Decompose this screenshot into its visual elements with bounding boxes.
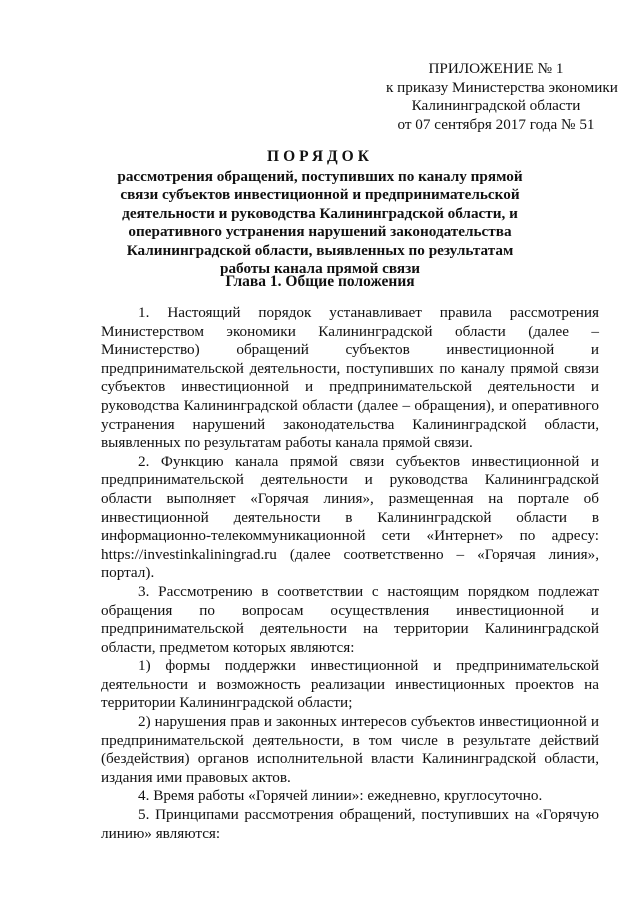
paragraph-5: 5. Принципами рассмотрения обращений, поступивших на «Горячую линию» являются: [101,806,599,842]
appendix-date: от 07 сентября 2017 года № 51 [397,115,595,133]
paragraph-4: 4. Время работы «Горячей линии»: ежедневно, круглосуточно. [138,787,543,805]
appendix-order-ref: к приказу Министерства экономики [386,78,618,96]
document-subtitle: рассмотрения обращений, поступивших по каналу прямой связи субъектов инвестиционной и предпринимательской деятельности и руководства Калининградской области, и оперативного устранения нарушений законодательства Калининградской области, выявленных по результатам работы канала прямой связи [117,168,523,278]
appendix-region: Калининградской области [411,97,581,115]
paragraph-3-item-2: 2) нарушения прав и законных интересов субъектов инвестиционной и предпринимательской деятельности, в том числе в результате действий (бездействия) органов исполнительной власти Калининградской области, издания ими правовых актов. [101,713,599,786]
appendix-header [386,60,618,134]
chapter-heading: Глава 1. Общие положения [225,273,415,290]
paragraph-3-item-1: 1) формы поддержки инвестиционной и предпринимательской деятельности и возможность реализации инвестиционных проектов на территории Калининградской области; [101,657,599,712]
paragraph-1: 1. Настоящий порядок устанавливает правила рассмотрения Министерством экономики Калининградской области (далее – Министерство) обращений субъектов инвестиционной и предпринимательской деятельности, поступивших по каналу прямой связи субъектов инвестиционной и предпринимательской деятельности и руководства Калининградской области (далее – обращения), и оперативного устранения нарушений законодательства Калининградской области, выявленных по результатам работы канала прямой связи. [101,304,599,452]
paragraph-2: 2. Функцию канала прямой связи субъектов инвестиционной и предпринимательской деятельности и руководства Калининградской области выполняет «Горячая линия», размещенная на портале об инвестиционной деятельности в Калининградской области в информационно-телекоммуникационной сети «Интернет» по адресу: https://investinkaliningrad.ru (далее соответственно – «Горячая линия», портал). [101,452,599,582]
document-body [101,304,599,843]
appendix-number: ПРИЛОЖЕНИЕ № 1 [428,60,564,77]
paragraph-3: 3. Рассмотрению в соответствии с настоящим порядком подлежат обращения по вопросам осуществления инвестиционной и предпринимательской деятельности на территории Калининградской области, предметом которых являются: [101,582,599,656]
document-title: ПОРЯДОК [267,148,373,165]
